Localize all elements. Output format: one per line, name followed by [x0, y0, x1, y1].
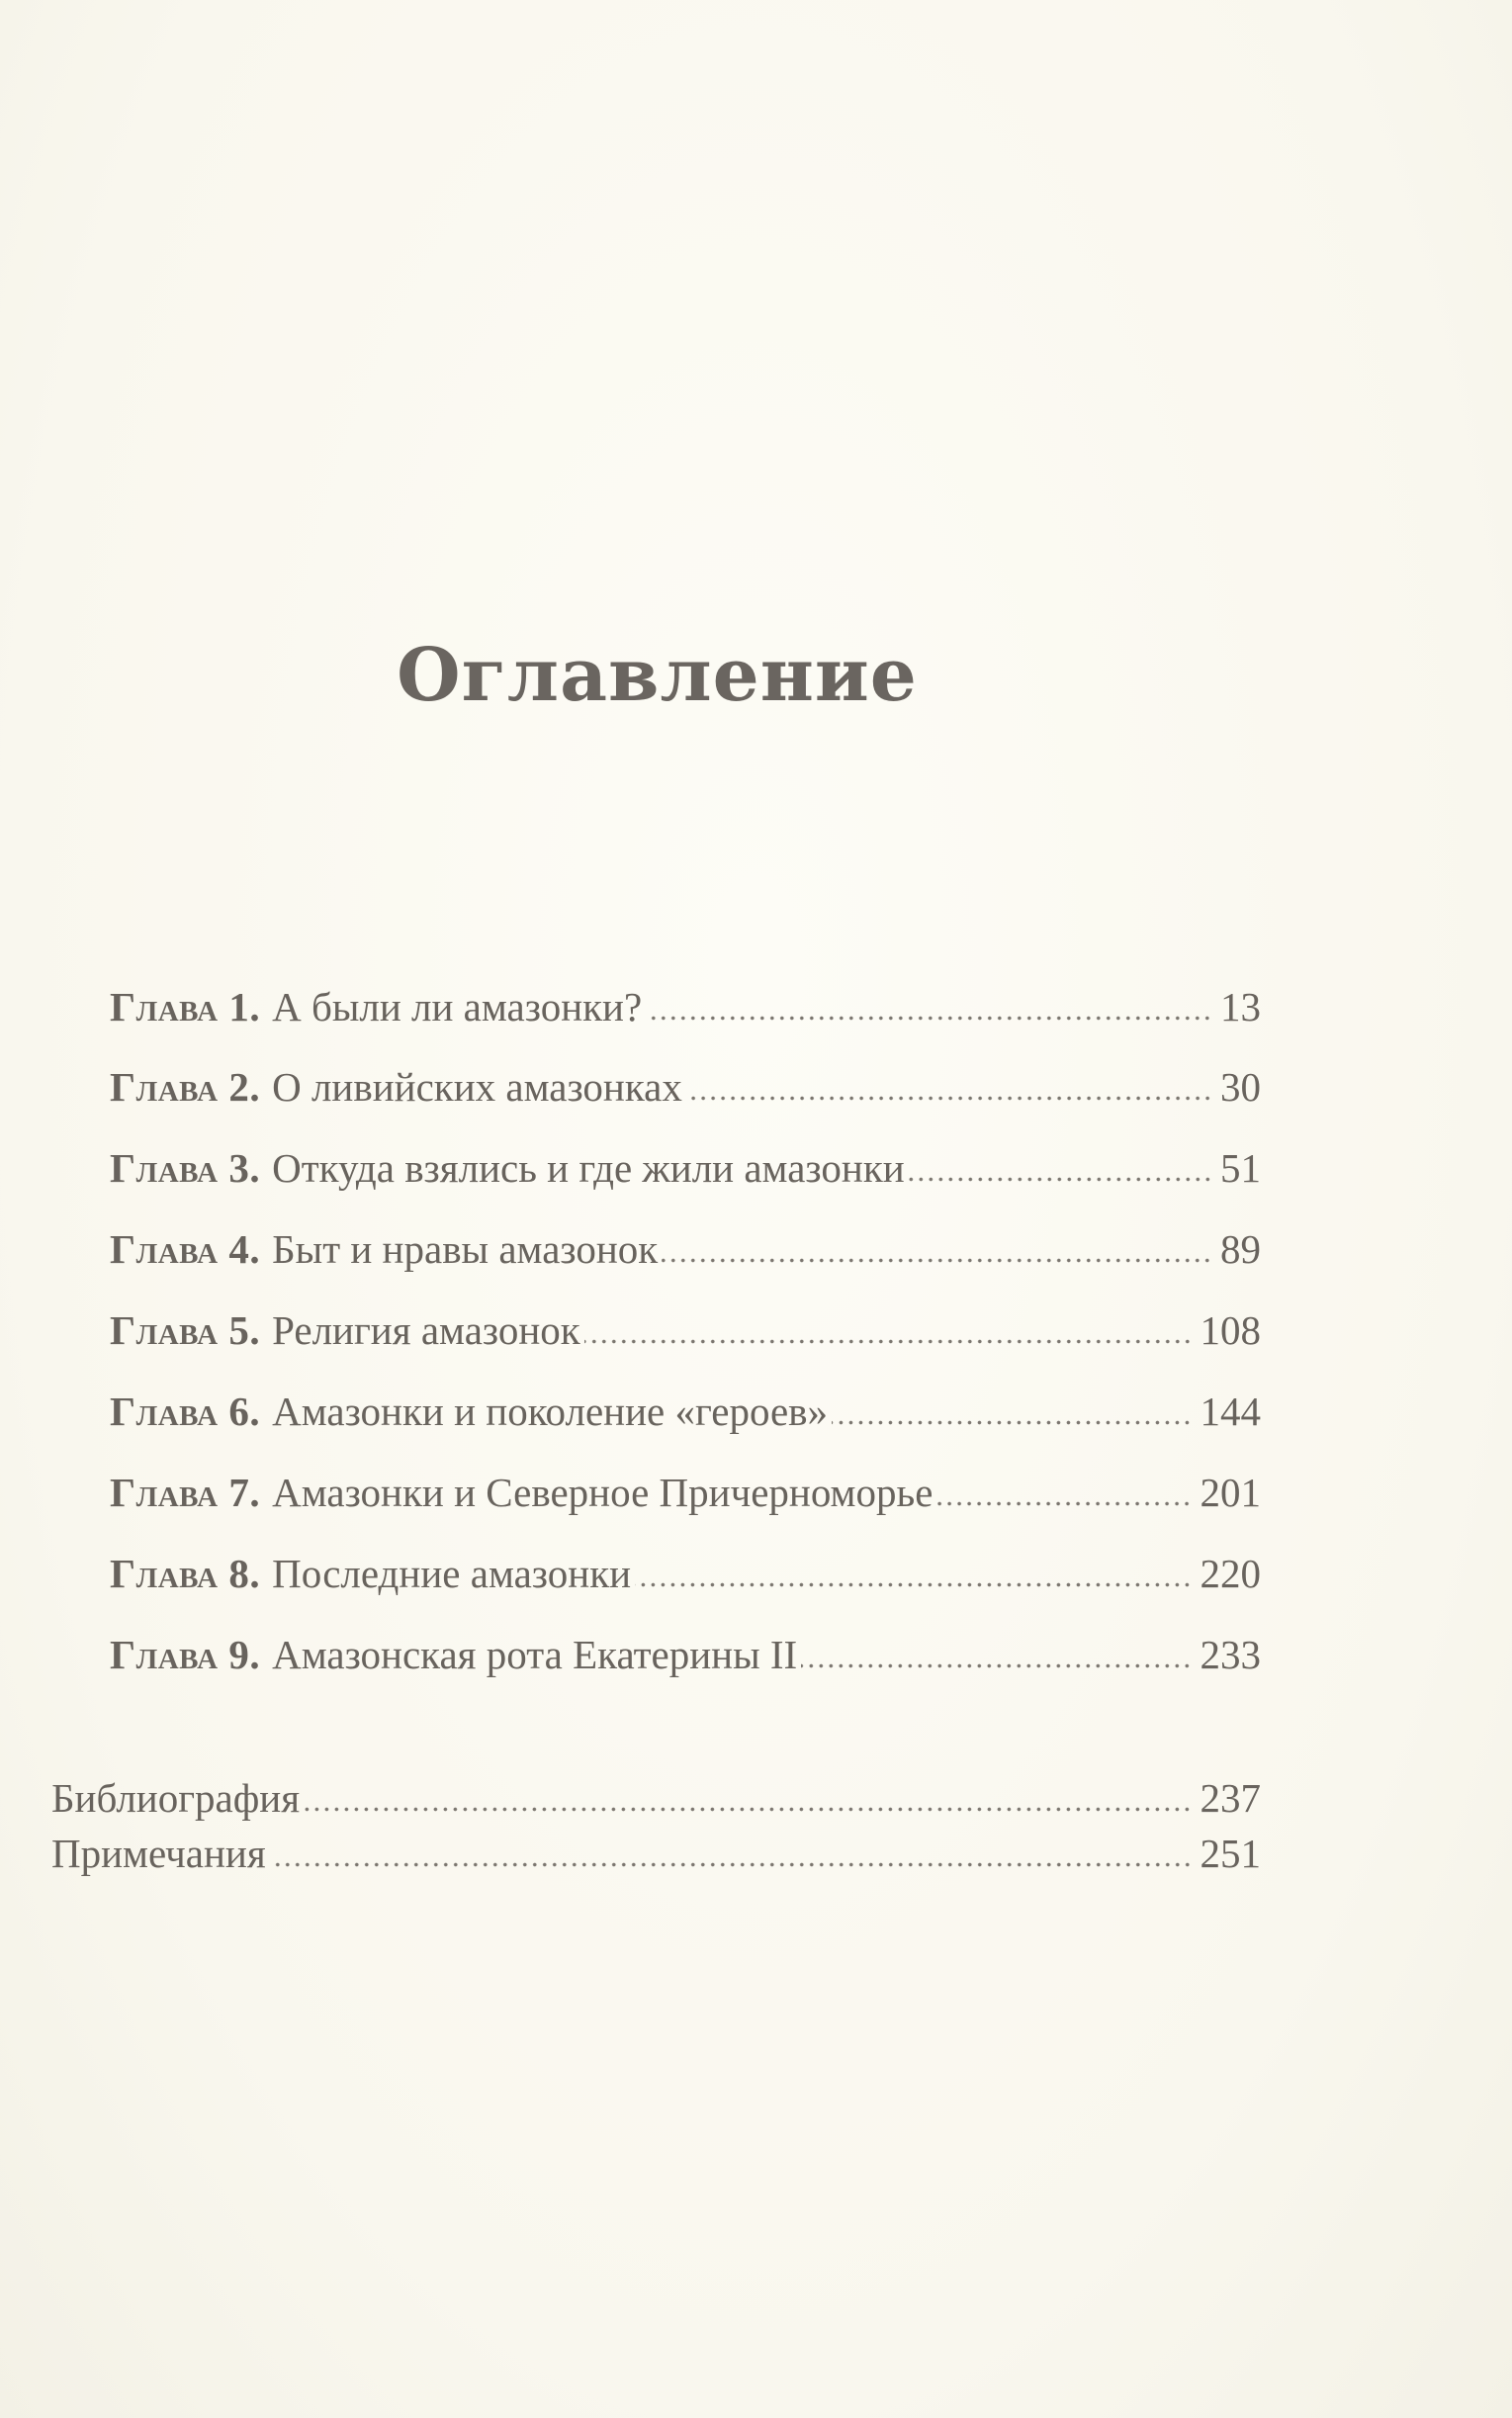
toc-entry-chapter-2[interactable]	[110, 1059, 1261, 1115]
dot-leader	[832, 1415, 1192, 1425]
chapter-title: Религия амазонок	[272, 1307, 580, 1353]
dot-leader	[270, 1857, 1193, 1867]
toc-entry-chapter-7[interactable]	[110, 1465, 1261, 1520]
chapter-title: Последние амазонки	[272, 1551, 632, 1596]
dot-leader	[304, 1802, 1192, 1812]
dot-leader	[646, 1011, 1212, 1021]
page-number: 89	[1220, 1226, 1261, 1272]
page-number: 13	[1220, 984, 1261, 1030]
toc-entry-chapter-5[interactable]	[110, 1302, 1261, 1358]
page-number: 144	[1200, 1388, 1261, 1434]
page-number: 51	[1220, 1145, 1261, 1191]
chapter-title: Амазонки и поколение «героев»	[272, 1388, 829, 1434]
back-matter-title: Примечания	[51, 1831, 266, 1876]
chapter-label: Глава 6.	[110, 1388, 261, 1434]
page-title: Оглавление	[397, 632, 918, 718]
dot-leader	[936, 1496, 1192, 1506]
dot-leader	[909, 1172, 1212, 1182]
page-number: 237	[1200, 1775, 1261, 1821]
dot-leader	[584, 1334, 1193, 1344]
chapter-label: Глава 1.	[110, 984, 261, 1030]
chapter-title: Амазонки и Северное Причерноморье	[272, 1470, 934, 1515]
toc-entry-chapter-9[interactable]	[110, 1627, 1261, 1682]
toc-entry-notes[interactable]	[51, 1826, 1261, 1881]
dot-leader	[662, 1253, 1212, 1263]
chapter-label: Глава 9.	[110, 1632, 261, 1677]
chapter-title: Быт и нравы амазонок	[272, 1226, 659, 1272]
toc-entry-chapter-4[interactable]	[110, 1221, 1261, 1277]
toc-entry-chapter-1[interactable]	[110, 979, 1261, 1034]
page-number: 251	[1200, 1831, 1261, 1876]
chapter-title: Откуда взялись и где жили амазонки	[272, 1145, 905, 1191]
chapter-label: Глава 5.	[110, 1307, 261, 1353]
page-number: 233	[1200, 1632, 1261, 1677]
chapter-title: А были ли амазонки?	[272, 984, 643, 1030]
page-number: 108	[1200, 1307, 1261, 1353]
back-matter-title: Библиография	[51, 1775, 301, 1821]
chapter-title: Амазонская рота Екатерины II	[272, 1632, 798, 1677]
page-number: 201	[1200, 1470, 1261, 1515]
chapter-title: О ливийских амазонках	[272, 1064, 682, 1110]
page-number: 30	[1220, 1064, 1261, 1110]
chapter-label: Глава 3.	[110, 1145, 261, 1191]
chapter-label: Глава 2.	[110, 1064, 261, 1110]
chapter-label: Глава 7.	[110, 1470, 261, 1515]
page-number: 220	[1200, 1551, 1261, 1596]
chapter-label: Глава 4.	[110, 1226, 261, 1272]
toc-entry-chapter-8[interactable]	[110, 1546, 1261, 1601]
dot-leader	[801, 1658, 1192, 1668]
dot-leader	[686, 1091, 1212, 1101]
toc-entry-bibliography[interactable]	[51, 1770, 1261, 1826]
toc-entry-chapter-3[interactable]	[110, 1140, 1261, 1196]
dot-leader	[635, 1577, 1192, 1587]
chapter-label: Глава 8.	[110, 1551, 261, 1596]
toc-entry-chapter-6[interactable]	[110, 1384, 1261, 1439]
